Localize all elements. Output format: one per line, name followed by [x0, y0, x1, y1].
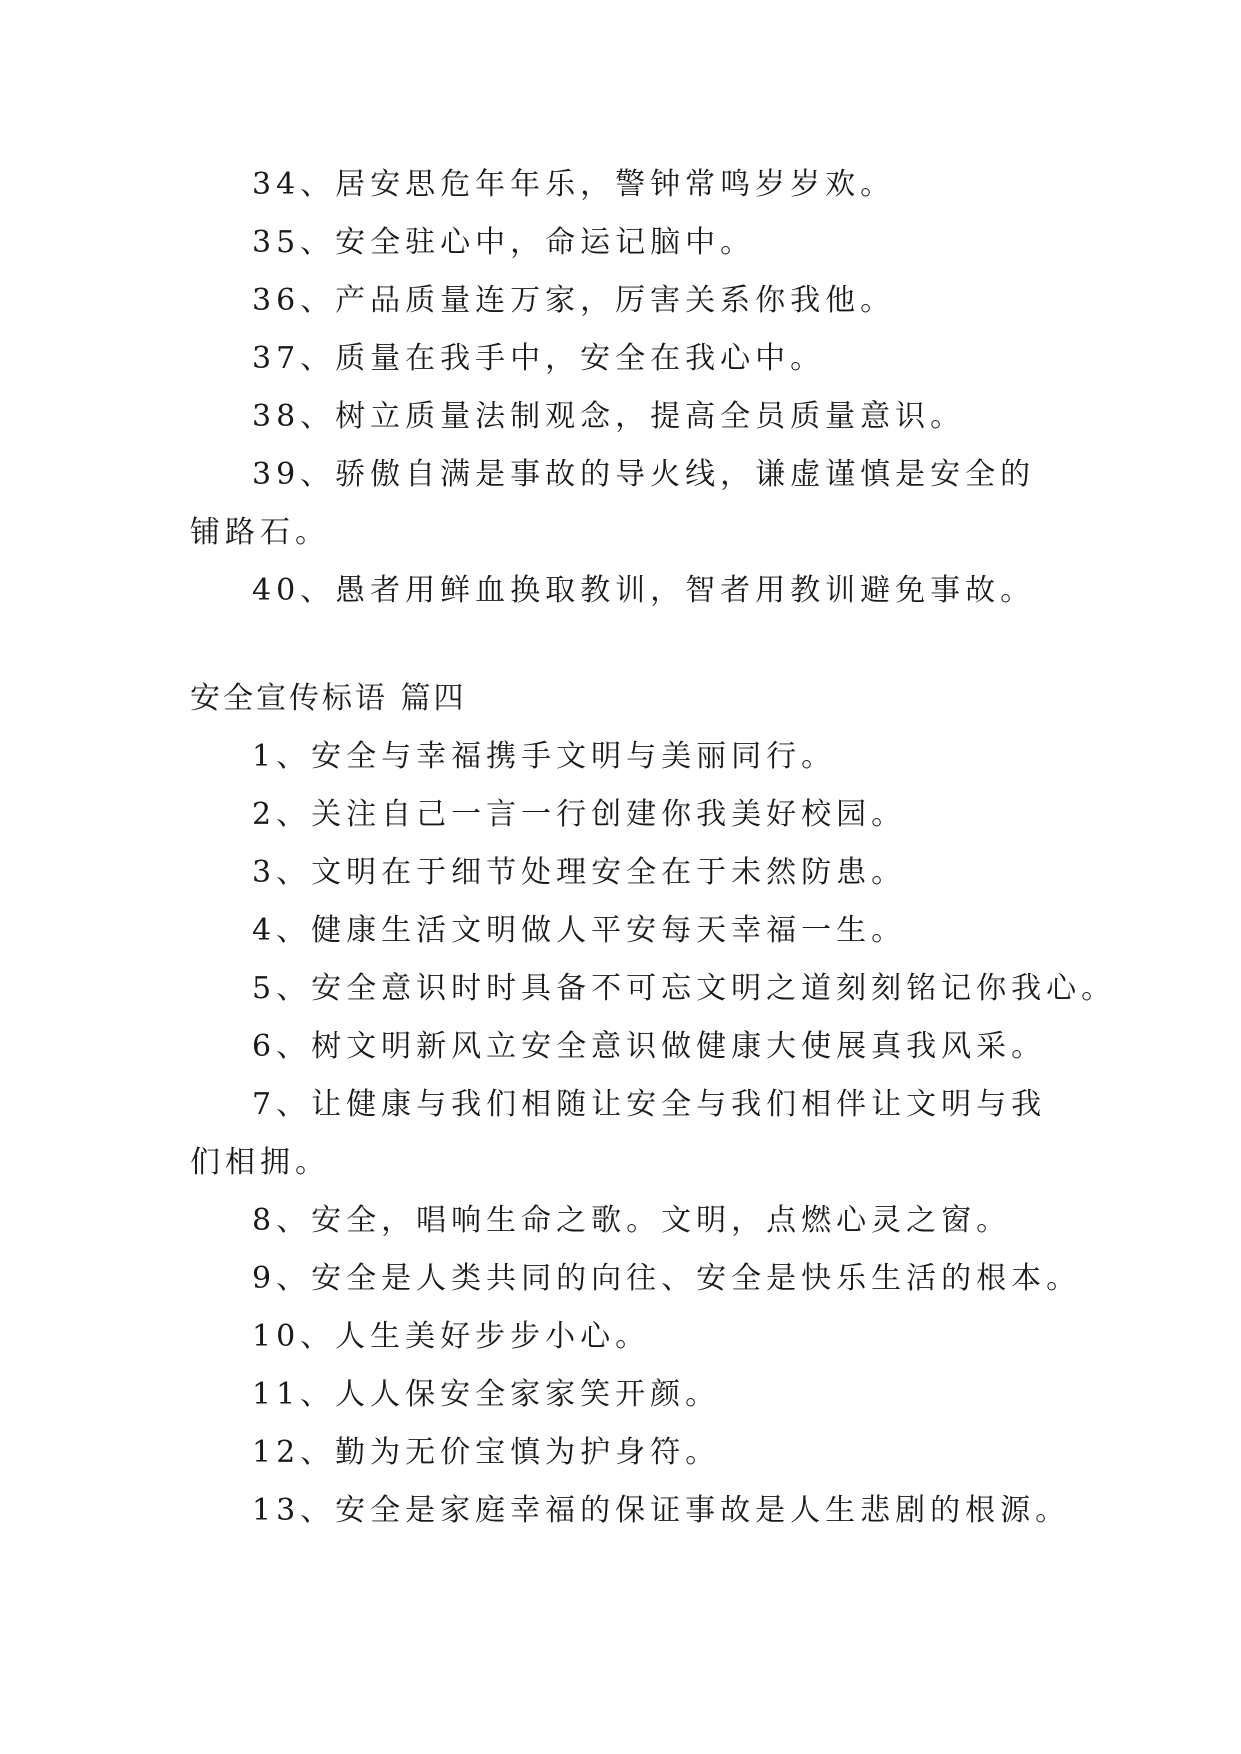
slogan-39: 39、骄傲自满是事故的导火线，谦虚谨慎是安全的铺路石。 — [190, 457, 1036, 550]
slogan-4: 4、健康生活文明做人平安每天幸福一生。 — [252, 913, 907, 948]
slogan-37: 37、质量在我手中，安全在我心中。 — [252, 341, 826, 376]
slogan-34: 34、居安思危年年乐，警钟常鸣岁岁欢。 — [252, 167, 896, 202]
document-body — [190, 156, 1117, 1540]
slogan-5: 5、安全意识时时具备不可忘文明之道刻刻铭记你我心。 — [252, 971, 1117, 1006]
slogan-40: 40、愚者用鲜血换取教训，智者用教训避免事故。 — [252, 573, 1036, 608]
slogan-10: 10、人生美好步步小心。 — [252, 1319, 651, 1354]
slogan-3: 3、文明在于细节处理安全在于未然防患。 — [252, 855, 907, 890]
slogan-12: 12、勤为无价宝慎为护身符。 — [252, 1435, 721, 1470]
slogan-2: 2、关注自己一言一行创建你我美好校园。 — [252, 797, 907, 832]
slogan-1: 1、安全与幸福携手文明与美丽同行。 — [252, 739, 837, 774]
slogan-13: 13、安全是家庭幸福的保证事故是人生悲剧的根源。 — [252, 1493, 1071, 1528]
slogan-35: 35、安全驻心中，命运记脑中。 — [252, 225, 756, 260]
slogan-36: 36、产品质量连万家，厉害关系你我他。 — [252, 283, 896, 318]
slogan-9: 9、安全是人类共同的向往、安全是快乐生活的根本。 — [252, 1261, 1082, 1296]
slogan-11: 11、人人保安全家家笑开颜。 — [252, 1377, 721, 1412]
slogan-7: 7、让健康与我们相随让安全与我们相伴让文明与我们相拥。 — [190, 1087, 1047, 1180]
section-heading: 安全宣传标语 篇四 — [190, 681, 467, 716]
slogan-6: 6、树文明新风立安全意识做健康大使展真我风采。 — [252, 1029, 1047, 1064]
slogan-38: 38、树立质量法制观念，提高全员质量意识。 — [252, 399, 966, 434]
section-spacer — [190, 620, 1060, 670]
slogan-8: 8、安全，唱响生命之歌。文明，点燃心灵之窗。 — [252, 1203, 1012, 1238]
